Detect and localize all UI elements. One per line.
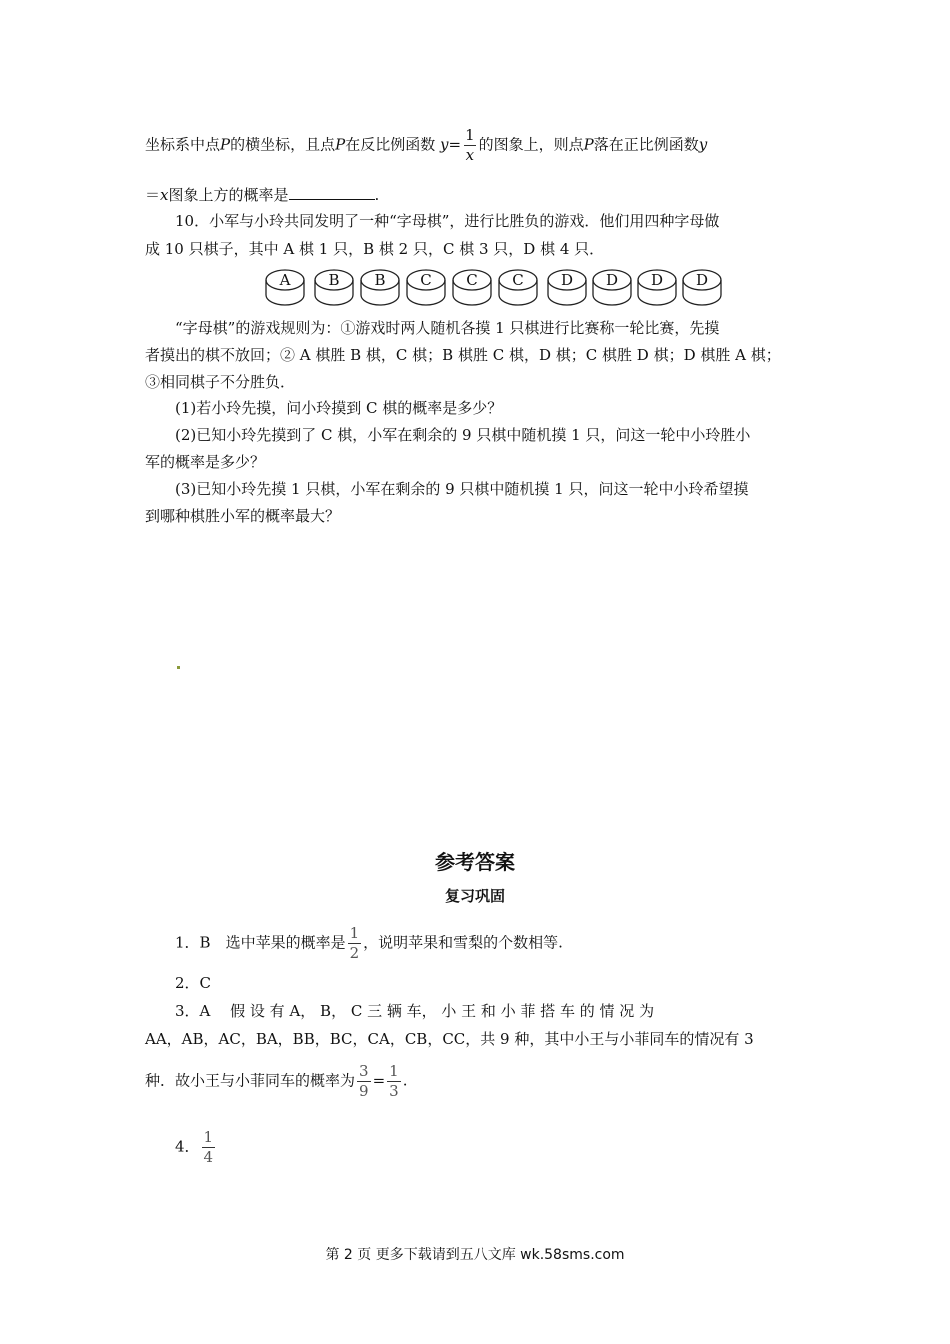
answer-text: . [402, 1071, 408, 1090]
equals-sign: = [448, 135, 462, 154]
fraction-denominator: 4 [203, 1148, 214, 1166]
var-p: P [335, 135, 346, 154]
chess-piece-letter: D [605, 271, 619, 289]
chess-piece [405, 268, 447, 308]
chess-piece [359, 268, 401, 308]
chess-piece [497, 268, 539, 308]
fraction-numerator: 3 [359, 1062, 369, 1080]
answer-4 [175, 1130, 217, 1165]
answer-3-line-3 [145, 1064, 407, 1099]
q9-text: . [374, 186, 380, 204]
chess-piece-letter: D [560, 271, 574, 289]
q9-text: 落在正比例函数 [593, 135, 699, 154]
chess-piece-letter: C [512, 271, 524, 289]
var-y: y [698, 135, 708, 154]
chess-piece-letter: C [466, 271, 478, 289]
chess-piece-letter: D [695, 271, 709, 289]
answer-3-line-2: AA，AB，AC，BA，BB，BC，CA，CB，CC，共 9 种，其中小王与小菲同车的情况有 3 [145, 1030, 754, 1048]
fraction-denominator: 2 [349, 944, 360, 962]
var-p: P [583, 135, 594, 154]
var-x: x [160, 186, 169, 204]
q10-rules-2: 者摸出的棋不放回；② A 棋胜 B 棋，C 棋；B 棋胜 C 棋，D 棋；C 棋胜 D 棋；D 棋胜 A 棋； [145, 346, 781, 364]
fraction-1-over-2 [348, 926, 362, 961]
stray-dot [177, 666, 180, 669]
q9-text: 图象上方的概率是 [168, 186, 289, 204]
answer-3-line-1: 3．A 假 设 有 A， B， C 三 辆 车， 小 王 和 小 菲 搭 车 的 情 况 为 [175, 1002, 655, 1020]
fraction-1-over-3 [387, 1064, 401, 1099]
chess-piece-letter: B [374, 271, 386, 289]
chess-piece-letter: C [420, 271, 432, 289]
page-footer: 第 2 页 更多下载请到五八文库 wk.58sms.com [325, 1247, 625, 1263]
fraction-3-over-9 [357, 1064, 371, 1099]
fraction-1-over-x [463, 128, 477, 163]
q10-intro-2: 成 10 只棋子，其中 A 棋 1 只，B 棋 2 只，C 棋 3 只，D 棋 4 只． [145, 240, 605, 258]
chess-piece-letter: A [279, 271, 291, 289]
q9-line-1 [145, 128, 707, 163]
answer-text: 种．故小王与小菲同车的概率为 [145, 1071, 356, 1090]
fraction-denominator: x [465, 146, 475, 164]
fraction-numerator: 1 [349, 924, 360, 942]
fraction-denominator: 3 [389, 1082, 399, 1100]
q10-sub-3a: (3)已知小玲先摸 1 只棋，小军在剩余的 9 只棋中随机摸 1 只，问这一轮中小玲希望摸 [175, 480, 749, 498]
chess-piece [264, 268, 306, 308]
answer-text: 1．B 选中苹果的概率是 [175, 933, 346, 952]
answer-1 [175, 926, 563, 961]
q9-text: 的横坐标，且点 [230, 135, 336, 154]
fraction-numerator: 1 [465, 126, 475, 144]
chess-piece-letter: B [328, 271, 340, 289]
chess-piece [313, 268, 355, 308]
q10-intro-1: 10．小军与小玲共同发明了一种“字母棋”，进行比胜负的游戏．他们用四种字母做 [175, 212, 720, 230]
q9-line-2 [145, 184, 379, 206]
chess-piece-letter: D [650, 271, 664, 289]
chess-piece [591, 268, 633, 308]
answer-text: ，说明苹果和雪梨的个数相等. [363, 933, 563, 952]
q10-sub-1: (1)若小玲先摸，问小玲摸到 C 棋的概率是多少？ [175, 399, 503, 417]
q10-sub-2a: (2)已知小玲先摸到了 C 棋，小军在剩余的 9 只棋中随机摸 1 只，问这一轮中小玲胜小 [175, 426, 751, 444]
fraction-denominator: 9 [359, 1082, 369, 1100]
chess-piece [681, 268, 723, 308]
q10-rules-3: ③相同棋子不分胜负． [145, 373, 296, 391]
chess-piece [451, 268, 493, 308]
answer-text: 4． [175, 1137, 200, 1156]
q9-text: 坐标系中点 [145, 135, 221, 154]
answers-title: 参考答案 [435, 850, 515, 874]
equals-sign: = [372, 1071, 386, 1090]
q10-sub-3b: 到哪种棋胜小军的概率最大？ [145, 507, 341, 525]
var-p: P [220, 135, 231, 154]
fraction-numerator: 1 [389, 1062, 399, 1080]
answer-blank [289, 185, 375, 200]
fraction-numerator: 1 [203, 1128, 214, 1146]
q9-text: 的图象上，则点 [478, 135, 584, 154]
answers-subtitle: 复习巩固 [444, 887, 505, 905]
q10-sub-2b: 军的概率是多少？ [145, 453, 266, 471]
answer-2: 2．C [175, 974, 212, 992]
chess-piece [636, 268, 678, 308]
q9-text: ＝ [145, 186, 161, 204]
q10-rules-1: “字母棋”的游戏规则为：①游戏时两人随机各摸 1 只棋进行比赛称一轮比赛，先摸 [175, 319, 720, 337]
var-y: y [440, 135, 449, 154]
chess-piece [546, 268, 588, 308]
fraction-1-over-4 [202, 1130, 216, 1165]
q9-text: 在反比例函数 [345, 135, 436, 154]
